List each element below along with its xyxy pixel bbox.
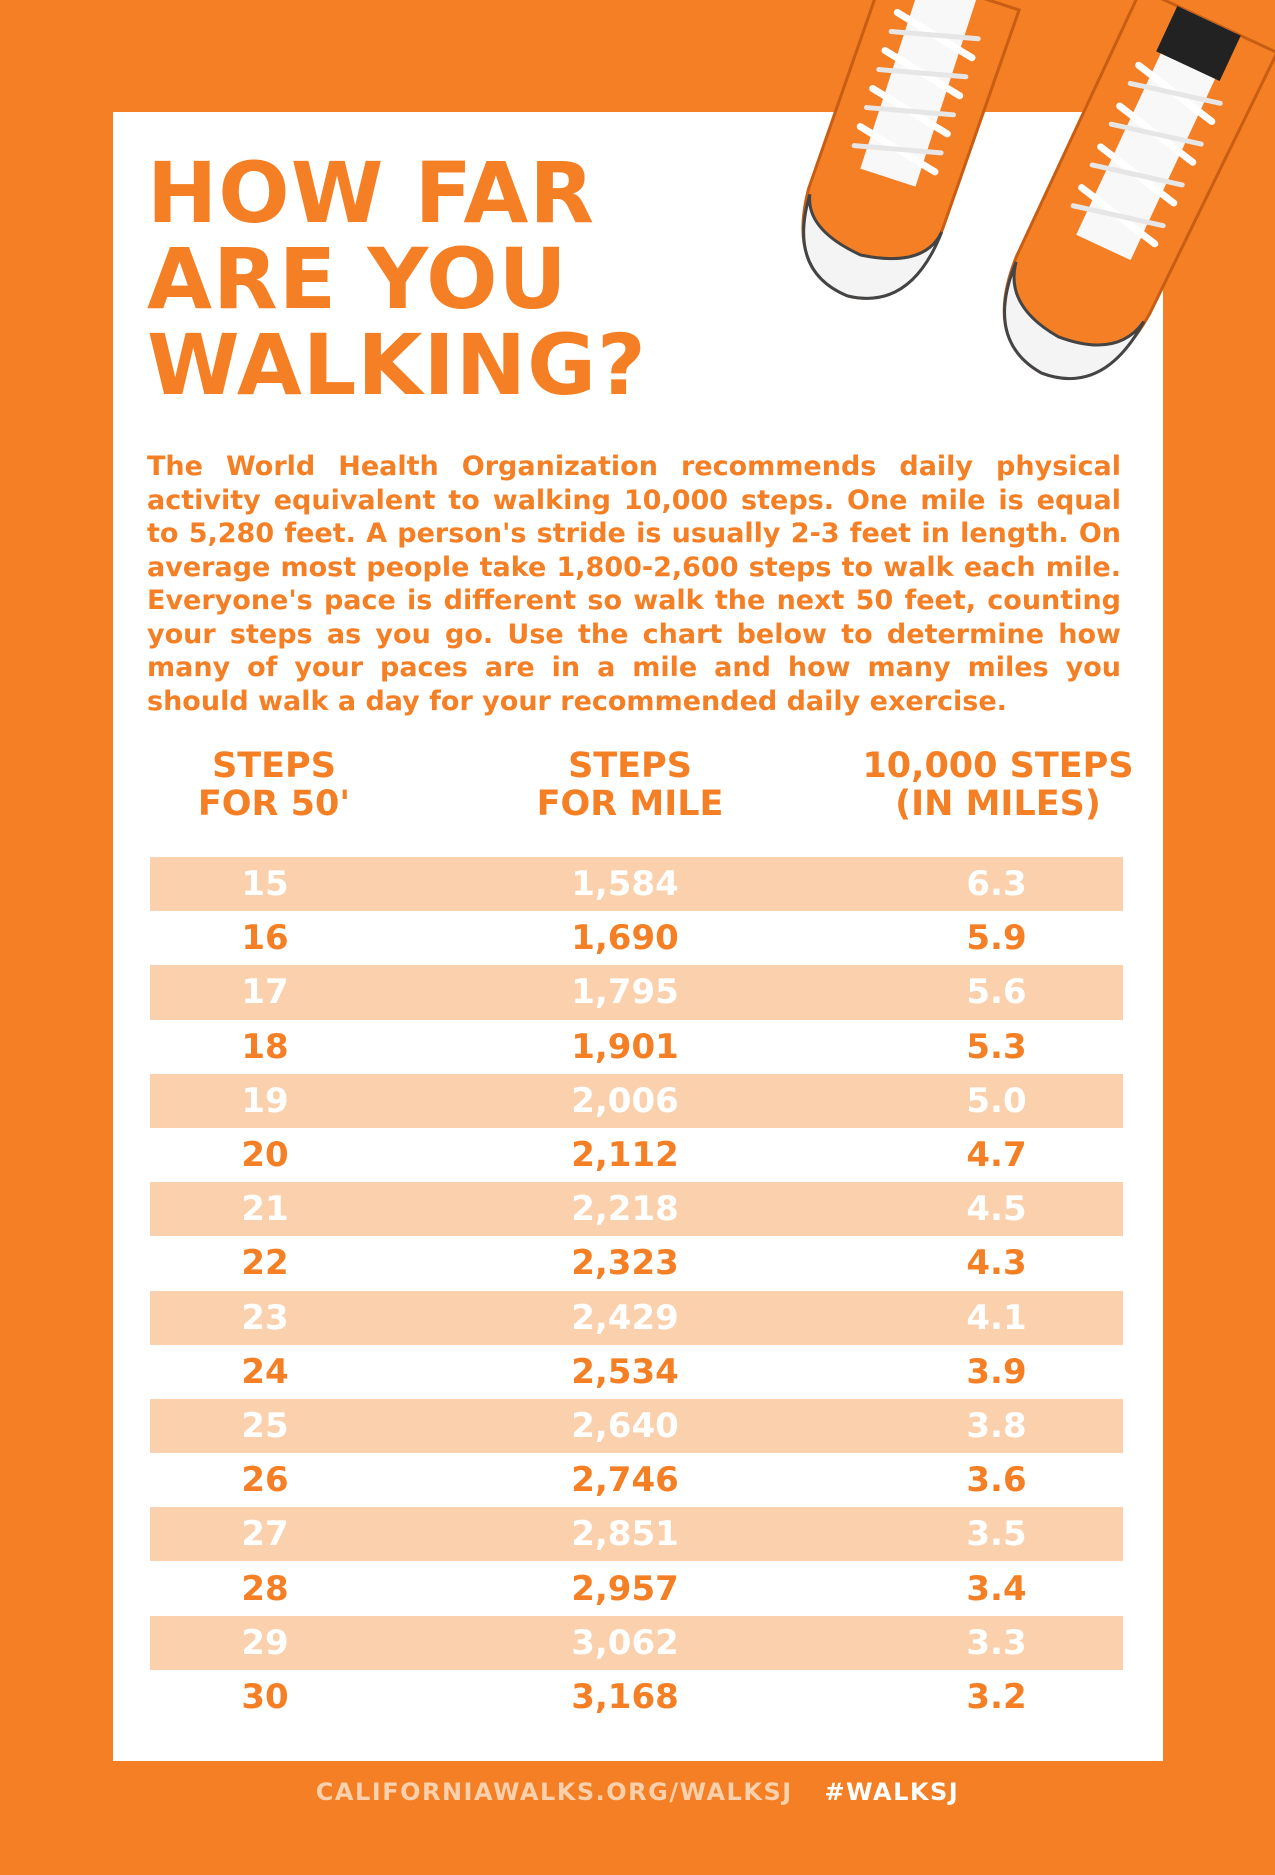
cell-steps-mile: 2,429 [571,1297,679,1338]
cell-steps-50ft: 15 [241,864,289,905]
column-header-line: FOR MILE [536,784,724,824]
cell-miles: 3.5 [966,1514,1027,1555]
cell-steps-50ft: 30 [241,1676,289,1717]
cell-steps-mile: 2,851 [571,1514,679,1555]
column-header-line: STEPS [212,746,336,786]
cell-steps-50ft: 27 [241,1514,289,1555]
cell-steps-50ft: 17 [241,972,289,1013]
cell-miles: 5.6 [966,972,1027,1013]
cell-miles: 3.8 [966,1405,1027,1446]
column-header-miles [833,747,1163,823]
cell-steps-50ft: 23 [241,1297,289,1338]
cell-steps-mile: 2,957 [571,1568,679,1609]
page-title [147,144,647,414]
cell-steps-mile: 1,584 [571,864,679,905]
title-line: HOW FAR [147,144,596,242]
table-row [150,1020,1123,1074]
cell-steps-mile: 1,690 [571,918,679,959]
table-row [150,1074,1123,1128]
table-row [150,1399,1123,1453]
orange-sneakers-icon [760,0,1275,430]
cell-miles: 5.0 [966,1080,1027,1121]
cell-miles: 6.3 [966,864,1027,905]
cell-steps-mile: 1,795 [571,972,679,1013]
column-header-line: 10,000 STEPS [862,746,1134,786]
cell-steps-50ft: 16 [241,918,289,959]
cell-miles: 3.4 [966,1568,1027,1609]
table-row [150,1236,1123,1290]
cell-steps-50ft: 21 [241,1189,289,1230]
cell-miles: 4.1 [966,1297,1027,1338]
cell-miles: 4.3 [966,1243,1027,1284]
cell-steps-mile: 2,640 [571,1405,679,1446]
table-row [150,1507,1123,1561]
steps-table [150,857,1123,1724]
column-header-steps-50ft [109,747,439,823]
cell-steps-mile: 1,901 [571,1026,679,1067]
table-row [150,1128,1123,1182]
title-line: WALKING? [147,316,647,414]
cell-steps-mile: 2,746 [571,1460,679,1501]
table-row [150,1670,1123,1724]
column-header-line: FOR 50' [197,784,351,824]
cell-steps-50ft: 20 [241,1135,289,1176]
footer-hashtag: #WALKSJ [824,1778,960,1806]
column-header-line: STEPS [568,746,692,786]
cell-miles: 5.3 [966,1026,1027,1067]
cell-steps-50ft: 18 [241,1026,289,1067]
table-row [150,1616,1123,1670]
cell-miles: 5.9 [966,918,1027,959]
title-line: ARE YOU [147,230,568,328]
table-row [150,911,1123,965]
cell-steps-mile: 3,168 [571,1676,679,1717]
cell-miles: 3.3 [966,1622,1027,1663]
table-row [150,1345,1123,1399]
cell-steps-mile: 2,006 [571,1080,679,1121]
intro-paragraph: The World Health Organization recommends daily physical activity equivalent to walking 10,000 steps. One mile is equal to 5,280 feet. A person's stride is usually 2-3 feet in length. On average most people take 1,800-2,600 steps to walk each mile. Everyone's pace is different so walk the next 50 feet, counting your steps as you go. Use the chart below to determine how many of your paces are in a mile and how many miles you should walk a day for your recommended daily exercise. [147,451,1121,717]
table-row [150,1561,1123,1615]
cell-steps-50ft: 22 [241,1243,289,1284]
column-header-steps-mile [465,747,795,823]
cell-steps-50ft: 26 [241,1460,289,1501]
cell-miles: 3.9 [966,1351,1027,1392]
cell-steps-mile: 2,534 [571,1351,679,1392]
cell-steps-mile: 2,323 [571,1243,679,1284]
column-header-line: (IN MILES) [895,784,1101,824]
cell-steps-mile: 3,062 [571,1622,679,1663]
cell-steps-50ft: 28 [241,1568,289,1609]
table-row [150,857,1123,911]
cell-miles: 3.6 [966,1460,1027,1501]
table-row [150,1453,1123,1507]
cell-steps-50ft: 24 [241,1351,289,1392]
cell-miles: 3.2 [966,1676,1027,1717]
cell-steps-mile: 2,112 [571,1135,679,1176]
footer-url[interactable]: CALIFORNIAWALKS.ORG/WALKSJ [315,1778,793,1806]
table-row [150,1182,1123,1236]
table-row [150,965,1123,1019]
cell-miles: 4.5 [966,1189,1027,1230]
cell-miles: 4.7 [966,1135,1027,1176]
table-row [150,1291,1123,1345]
cell-steps-50ft: 19 [241,1080,289,1121]
footer [0,1778,1275,1806]
cell-steps-50ft: 29 [241,1622,289,1663]
cell-steps-50ft: 25 [241,1405,289,1446]
cell-steps-mile: 2,218 [571,1189,679,1230]
